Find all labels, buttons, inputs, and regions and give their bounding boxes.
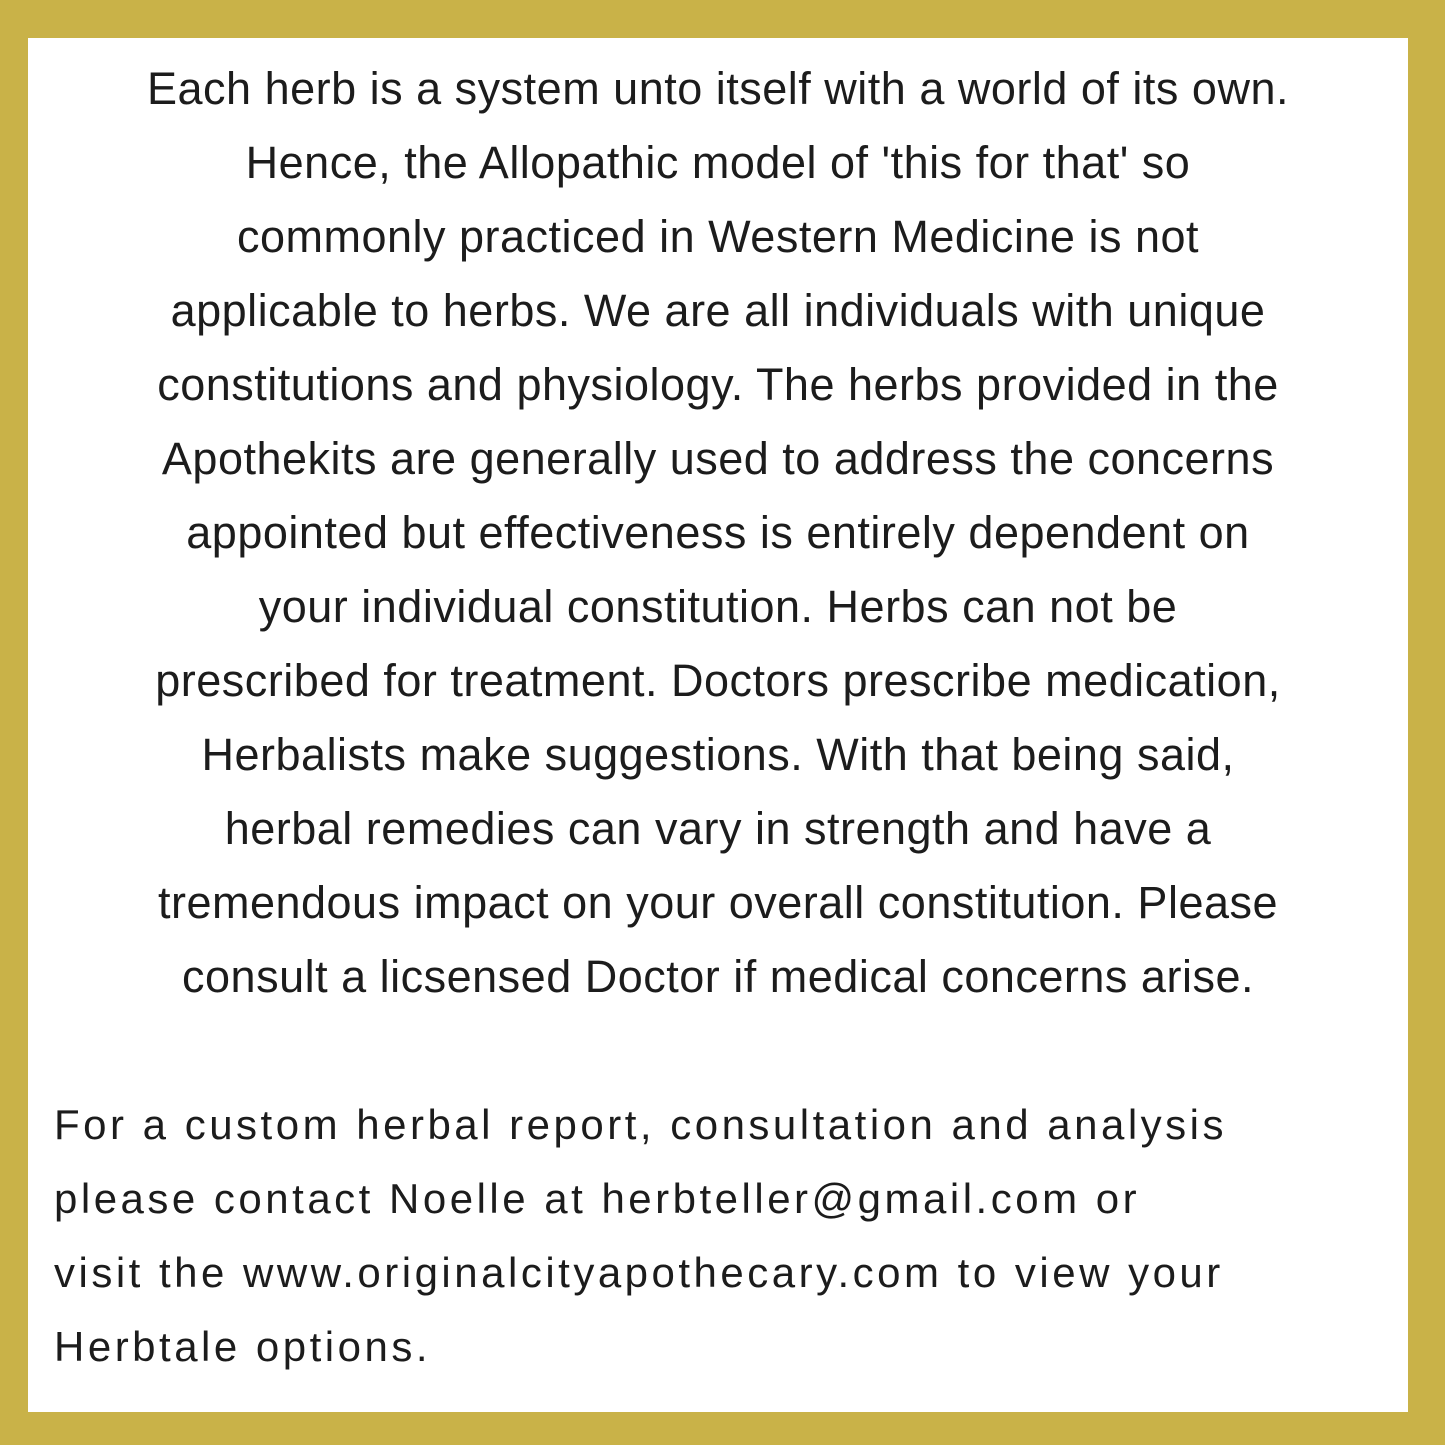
disclaimer-line: tremendous impact on your overall constitution. Please [157,877,1279,928]
contact-line: visit the www.originalcityapothecary.com to view your [54,1249,1224,1296]
contact-line: please contact Noelle at herbteller@gmail.com or [54,1175,1141,1222]
contact-line: Herbtale options. [54,1323,432,1370]
content-card [28,38,1408,1412]
disclaimer-line: herbal remedies can vary in strength and have a [224,803,1212,854]
disclaimer-line: constitutions and physiology. The herbs provided in the [157,359,1279,410]
disclaimer-line: Apothekits are generally used to address the concerns [161,433,1275,484]
disclaimer-line: your individual constitution. Herbs can not be [258,581,1178,632]
contact-line: For a custom herbal report, consultation and analysis [54,1101,1228,1148]
disclaimer-line: applicable to herbs. We are all individuals with unique [170,285,1266,336]
disclaimer-line: Each herb is a system unto itself with a world of its own. [147,63,1289,114]
contact-paragraph [54,1088,1378,1384]
disclaimer-line: commonly practiced in Western Medicine is not [236,211,1200,262]
disclaimer-paragraph [62,52,1374,1014]
disclaimer-line: Herbalists make suggestions. With that being said, [201,729,1235,780]
disclaimer-line: appointed but effectiveness is entirely dependent on [186,507,1250,558]
disclaimer-line: consult a licsensed Doctor if medical concerns arise. [182,951,1254,1002]
disclaimer-line: prescribed for treatment. Doctors prescribe medication, [155,655,1281,706]
disclaimer-line: Hence, the Allopathic model of 'this for that' so [245,137,1191,188]
